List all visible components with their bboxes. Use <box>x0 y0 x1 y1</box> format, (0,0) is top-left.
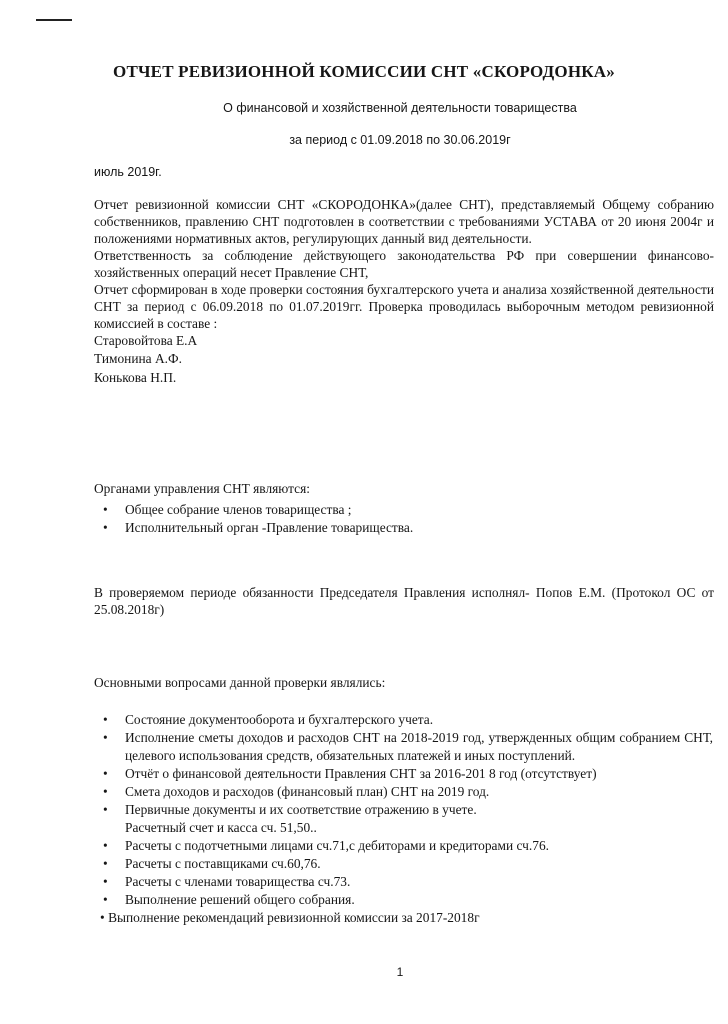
list-item: • Общее собрание членов товарищества ; <box>103 502 352 517</box>
corner-dash <box>36 19 72 21</box>
list-item: • Расчеты с членами товарищества сч.73. <box>103 874 351 889</box>
governance-list <box>103 501 413 537</box>
bullet-icon: • <box>100 910 105 925</box>
bullet-icon: • <box>103 802 108 817</box>
bullet-icon: • <box>103 856 108 871</box>
report-subtitle: О финансовой и хозяйственной деятельности товарищества <box>223 101 577 115</box>
report-date: июль 2019г. <box>94 165 162 179</box>
list-item: • Отчёт о финансовой деятельности Правления СНТ за 2016-201 8 год (отсутствует) <box>103 766 597 781</box>
bullet-icon: • <box>103 730 108 745</box>
list-item: • Состояние документооборота и бухгалтерского учета. <box>103 712 434 727</box>
governance-heading: Органами управления СНТ являются: <box>94 481 310 496</box>
list-item: • Исполнительный орган -Правление товарищества. <box>103 520 414 535</box>
list-item-continuation <box>103 819 713 837</box>
bullet-icon: • <box>103 784 108 799</box>
list-item: • Расчеты с поставщиками сч.60,76. <box>103 856 321 871</box>
list-item: • Расчеты с подотчетными лицами сч.71,с дебиторами и кредиторами сч.76. <box>103 838 549 853</box>
bullet-icon: • <box>103 520 108 535</box>
list-item: • Смета доходов и расходов (финансовый план) СНТ на 2019 год. <box>103 784 490 799</box>
list-item: • Выполнение решений общего собрания. <box>103 892 355 907</box>
chairman-paragraph: В проверяемом периоде обязанности Председателя Правления исполнял- Попов Е.М. (Протокол ОС от 25.08.2018г) <box>94 585 714 617</box>
report-period: за период с 01.09.2018 по 30.06.2019г <box>289 133 511 147</box>
account-line: Расчетный счет и касса сч. 51,50.. <box>125 820 317 835</box>
commission-member: Тимонина А.Ф. <box>94 351 182 366</box>
commission-member: Старовойтова Е.А <box>94 333 198 348</box>
report-title: ОТЧЕТ РЕВИЗИОННОЙ КОМИССИИ СНТ «СКОРОДОНКА» <box>113 62 615 81</box>
scope-paragraph: Отчет сформирован в ходе проверки состояния бухгалтерского учета и анализа хозяйственной деятельности СНТ за период с 06.09.2018 по 01.07.2019гг. Проверка проводилась выборочным методом ревизионной комиссией в составе : <box>94 282 714 331</box>
questions-list <box>103 711 713 909</box>
list-item: • Исполнение сметы доходов и расходов СНТ на 2018-2019 год, утвержденных общим собранием СНТ, целевого использования средств, обязательных платежей и иных поступлений. <box>103 730 713 763</box>
bullet-icon: • <box>103 874 108 889</box>
bullet-icon: • <box>103 838 108 853</box>
bullet-icon: • <box>103 502 108 517</box>
responsibility-paragraph: Ответственность за соблюдение действующего законодательства РФ при совершении финансово-хозяйственных операций несет Правление СНТ, <box>94 248 714 280</box>
list-item: • Первичные документы и их соответствие отражению в учете. <box>103 802 477 817</box>
bullet-icon: • <box>103 712 108 727</box>
questions-heading: Основными вопросами данной проверки являлись: <box>94 675 386 690</box>
bullet-icon: • <box>103 892 108 907</box>
commission-member: Конькова Н.П. <box>94 370 177 385</box>
intro-paragraph: Отчет ревизионной комиссии СНТ «СКОРОДОНКА»(далее СНТ), представляемый Общему собранию собственников, правлению СНТ подготовлен в соответствии с требованиями УСТАВА от 20 июня 2004г и положениями нормативных актов, регулирующих данный вид деятельности. <box>94 197 714 246</box>
page-number: 1 <box>396 965 404 979</box>
bullet-icon: • <box>103 766 108 781</box>
last-list-item: • Выполнение рекомендаций ревизионной комиссии за 2017-2018г <box>100 910 480 925</box>
